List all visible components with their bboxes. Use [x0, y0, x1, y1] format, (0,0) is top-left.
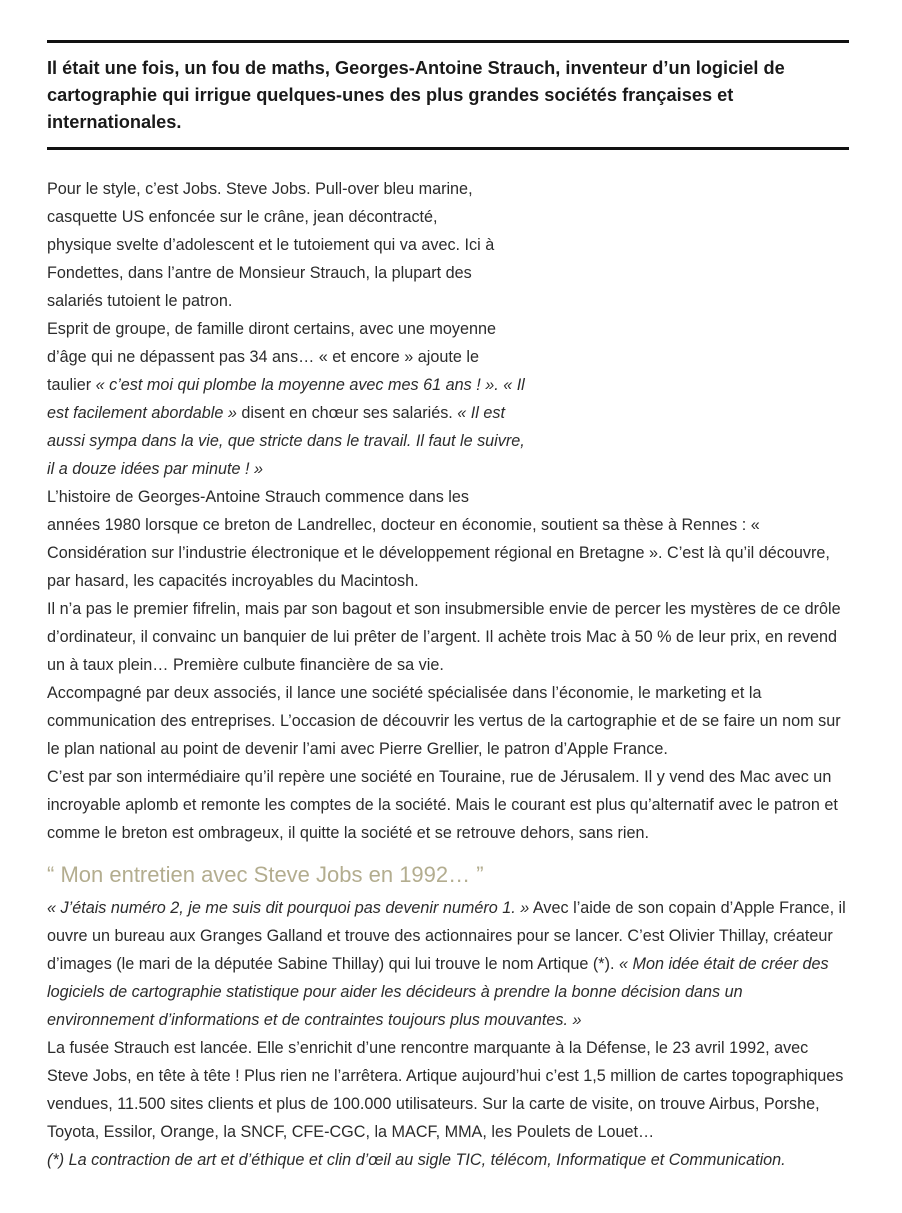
- lead-paragraph: Il était une fois, un fou de maths, Georges-Antoine Strauch, inventeur d’un logiciel de cartographie qui irrigue quelques-unes des plus grandes sociétés françaises et internationales.: [47, 58, 785, 132]
- section-subheading: “ Mon entretien avec Steve Jobs en 1992… ”: [47, 862, 484, 887]
- history-line: L’histoire de Georges-Antoine Strauch commence dans les: [47, 488, 470, 506]
- quote-italic: « Mon idée était de créer des logiciels de cartographie statistique pour aider les décideurs à prendre la bonne décision dans un environnement d’informations et de contraintes toujours plus mouvantes. »: [47, 955, 829, 1029]
- quote-plain: disent en chœur ses salariés.: [236, 404, 458, 422]
- paragraph-text: Avec l’aide de son copain d’Apple France, il ouvre un bureau aux Granges Galland et trouve des actionnaires pour se lancer. C’est Olivier Thillay, créateur d’images (le mari de la députée Sabine Thillay) qui lui trouve le nom Artique (*).: [47, 899, 846, 973]
- intro-line: Esprit de groupe, de famille diront certains, avec une moyenne: [47, 320, 497, 338]
- paragraph: La fusée Strauch est lancée. Elle s’enrichit d’une rencontre marquante à la Défense, le 23 avril 1992, avec Steve Jobs, en tête à tête ! Plus rien ne l’arrêtera. Artique aujourd’hui c’est 1,5 million de cartes topographiques vendues, 11.500 sites clients et plus de 100.000 utilisateurs. Sur la carte de visite, on trouve Airbus, Porshe, Toyota, Essilor, Orange, la SNCF, CFE-CGC, la MACF, MMA, les Poulets de Louet…: [47, 1039, 844, 1141]
- quote-line: aussi sympa dans la vie, que stricte dans le travail. Il faut le suivre,: [47, 432, 525, 450]
- quote-italic: est facilement abordable »: [47, 404, 237, 422]
- intro-line: Pour le style, c’est Jobs. Steve Jobs. Pull-over bleu marine,: [47, 180, 473, 198]
- article-body: [47, 175, 849, 1174]
- paragraph: années 1980 lorsque ce breton de Landrellec, docteur en économie, soutient sa thèse à Rennes : « Considération sur l’industrie électronique et le développement régional en Bretagne ». C’est là qu’il découvre, par hasard, les capacités incroyables du Macintosh.: [47, 516, 830, 590]
- quote-italic: « J’étais numéro 2, je me suis dit pourquoi pas devenir numéro 1. »: [47, 899, 530, 917]
- intro-block: [47, 175, 537, 511]
- quote-italic-end: « Il est: [457, 404, 505, 422]
- quote-line: [47, 371, 537, 399]
- intro-line: Fondettes, dans l’antre de Monsieur Strauch, la plupart des: [47, 264, 472, 282]
- paragraph: Il n’a pas le premier fifrelin, mais par son bagout et son insubmersible envie de percer les mystères de ce drôle d’ordinateur, il convainc un banquier de lui prêter de l’argent. Il achète trois Mac à 50 % de leur prix, en revend un à taux plein… Première culbute financière de sa vie.: [47, 600, 841, 674]
- paragraph: [47, 894, 849, 1034]
- intro-line: physique svelte d’adolescent et le tutoiement qui va avec. Ici à: [47, 236, 495, 254]
- quote-prefix: taulier: [47, 376, 96, 394]
- lead-box: [47, 40, 849, 150]
- quote-italic: « c’est moi qui plombe la moyenne avec mes 61 ans ! ». « Il: [95, 376, 525, 394]
- footnote: [47, 1146, 849, 1174]
- intro-line: salariés tutoient le patron.: [47, 292, 233, 310]
- paragraph: Accompagné par deux associés, il lance une société spécialisée dans l’économie, le marketing et la communication des entreprises. L’occasion de découvrir les vertus de la cartographie et de se faire un nom sur le plan national au point de devenir l’ami avec Pierre Grellier, le patron d’Apple France.: [47, 684, 841, 758]
- quote-line: il a douze idées par minute ! »: [47, 460, 263, 478]
- article: [47, 40, 849, 1174]
- intro-line: casquette US enfoncée sur le crâne, jean décontracté,: [47, 208, 438, 226]
- intro-line: d’âge qui ne dépassent pas 34 ans… « et encore » ajoute le: [47, 348, 479, 366]
- footnote-text: (*) La contraction de art et d’éthique et clin d’œil au sigle TIC, télécom, Informatique et Communication.: [47, 1151, 786, 1169]
- quote-line: [47, 399, 537, 427]
- paragraph: C’est par son intermédiaire qu’il repère une société en Touraine, rue de Jérusalem. Il y vend des Mac avec un incroyable aplomb et remonte les comptes de la société. Mais le courant est plus qu’alternatif avec le patron et comme le breton est ombrageux, il quitte la société et se retrouve dehors, sans rien.: [47, 768, 838, 842]
